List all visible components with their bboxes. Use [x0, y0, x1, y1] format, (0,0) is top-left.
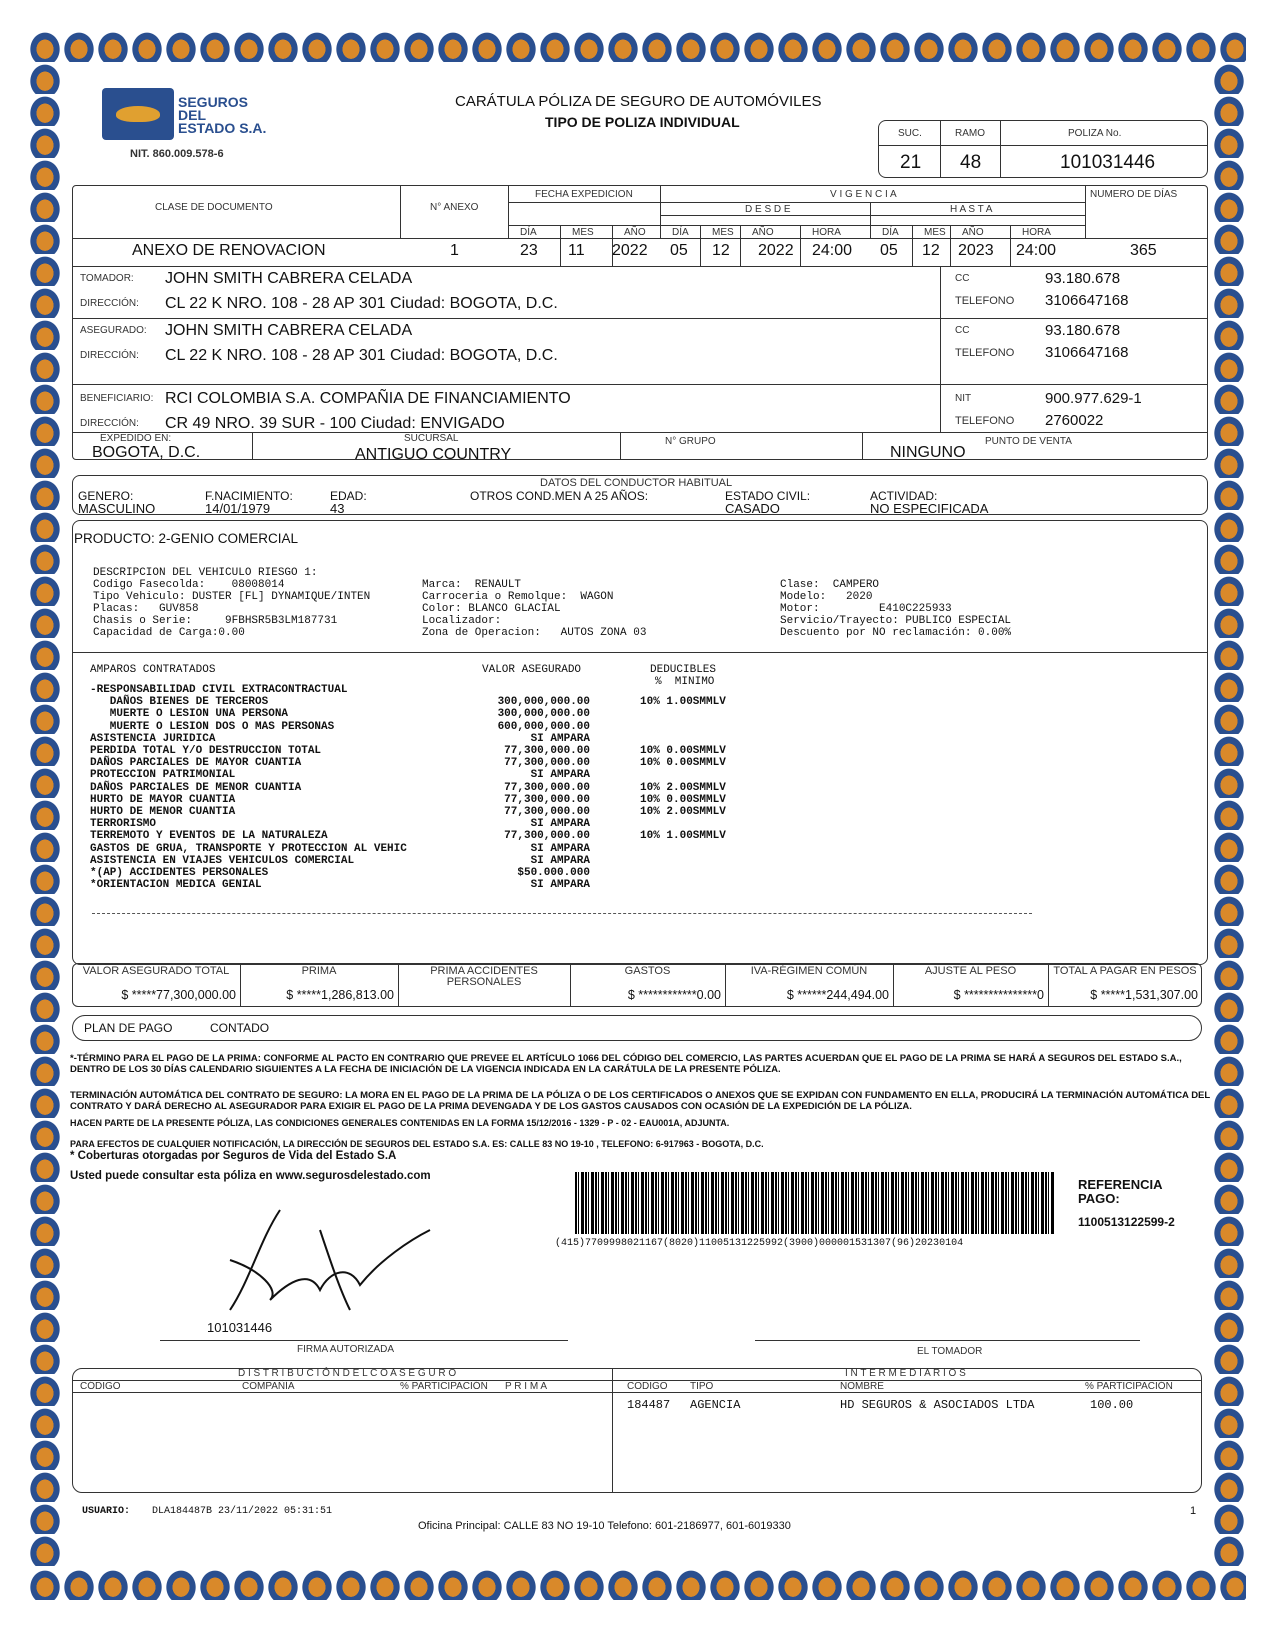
vehicle-field: Motor: E410C225933 — [780, 603, 952, 615]
amparos-header: AMPAROS CONTRATADOS — [90, 664, 216, 676]
total-label: TOTAL A PAGAR EN PESOS — [1053, 965, 1197, 977]
amparo-valor: 77,300,000.00 — [504, 830, 590, 843]
column-header: CODIGO — [627, 1381, 668, 1392]
vehicle-field: Tipo Vehiculo: DUSTER [FL] DYNAMIQUE/INTEN — [93, 591, 371, 603]
beneficiario-id-label: NIT — [955, 393, 972, 404]
oficina-principal: Oficina Principal: CALLE 83 NO 19-10 Telefono: 601-2186977, 601-6019330 — [418, 1520, 791, 1532]
beneficiario-id: 900.977.629-1 — [1045, 390, 1142, 407]
date-value: 12 — [712, 242, 730, 259]
vehicle-field: Modelo: 2020 — [780, 591, 873, 603]
amparo-name: TERREMOTO Y EVENTOS DE LA NATURALEZA — [90, 830, 328, 843]
column-header: % PARTICIPACIÓN — [400, 1381, 488, 1392]
amparo-name: MUERTE O LESION UNA PERSONA — [90, 708, 289, 721]
total-value: $ ******244,494.00 — [786, 988, 889, 1002]
total-label: VALOR ASEGURADO TOTAL — [82, 965, 230, 977]
amparo-deducible: 10% 0.00SMMLV — [640, 757, 726, 770]
column-header: TIPO — [690, 1381, 714, 1392]
vigencia-label: V I G E N C I A — [830, 189, 897, 200]
date-value: 23 — [520, 242, 538, 259]
amparo-name: ASISTENCIA JURIDICA — [90, 732, 216, 745]
beneficiario-telefono: 2760022 — [1045, 412, 1104, 429]
grid-line — [1010, 225, 1011, 266]
plan-value: CONTADO — [210, 1021, 270, 1035]
clase-value: ANEXO DE RENOVACION — [132, 242, 326, 259]
vehicle-field: Localizador: — [422, 615, 502, 627]
tomador-label: TOMADOR: — [80, 273, 134, 284]
asegurado-telefono: 3106647168 — [1045, 344, 1129, 361]
date-sub-label: AÑO — [624, 227, 646, 238]
amparo-valor: 300,000,000.00 — [497, 696, 590, 709]
divider-dashed — [92, 913, 1032, 914]
date-value: 2022 — [612, 242, 648, 259]
amparo-name: *(AP) ACCIDENTES PERSONALES — [90, 867, 269, 879]
beneficiario-name: RCI COLOMBIA S.A. COMPAÑIA DE FINANCIAMIENTO — [165, 390, 571, 407]
asegurado-id: 93.180.678 — [1045, 322, 1121, 339]
date-value: 2022 — [758, 242, 794, 259]
conductor-otros-label: OTROS COND.MEN A 25 AÑOS: — [470, 489, 649, 503]
amparo-valor: SI AMPARA — [530, 854, 590, 867]
beneficiario-telefono-label: TELEFONO — [955, 415, 1015, 427]
grid-line — [700, 225, 701, 266]
total-label: GASTOS — [624, 965, 671, 977]
asegurado-label: ASEGURADO: — [80, 325, 147, 336]
total-label: PRIMA — [301, 965, 337, 977]
hasta-label: H A S T A — [950, 204, 993, 215]
amparo-name: *ORIENTACION MEDICA GENIAL — [90, 879, 262, 892]
amparo-name: GASTOS DE GRUA, TRANSPORTE Y PROTECCION AL VEHIC — [90, 842, 407, 855]
conductor-edad-label: EDAD: — [330, 489, 367, 503]
coberturas-note: * Coberturas otorgadas por Seguros de Vida del Estado S.A — [70, 1150, 397, 1162]
conductor-genero: MASCULINO — [78, 501, 156, 516]
grupo-label: N° GRUPO — [665, 436, 716, 447]
conductor-title: DATOS DEL CONDUCTOR HABITUAL — [540, 477, 733, 489]
company-nit: NIT. 860.009.578-6 — [130, 148, 224, 160]
amparo-name: HURTO DE MENOR CUANTIA — [90, 806, 236, 818]
asegurado-direccion-label: DIRECCIÓN: — [80, 350, 139, 361]
barcode-text: (415)7709998021167(8020)11005131225992(3900)000001531307(96)20230104 — [555, 1238, 964, 1249]
amparo-deducible: 10% 1.00SMMLV — [640, 696, 726, 709]
amparo-name: PROTECCION PATRIMONIAL — [90, 769, 236, 782]
decorative-border-bottom — [28, 1568, 1246, 1600]
company-name — [178, 96, 266, 135]
vehicle-field: Zona de Operacion: AUTOS ZONA 03 — [422, 627, 647, 639]
amparo-valor: 77,300,000.00 — [504, 781, 590, 794]
vehicle-field: Marca: RENAULT — [422, 579, 522, 591]
producto: PRODUCTO: 2-GENIO COMERCIAL — [74, 531, 299, 546]
poliza-label: POLIZA No. — [1068, 128, 1122, 139]
amparo-name: DAÑOS PARCIALES DE MENOR CUANTIA — [90, 781, 302, 794]
date-value: 24:00 — [1016, 242, 1057, 259]
amparo-valor: SI AMPARA — [530, 879, 590, 892]
grid-line — [800, 225, 801, 266]
date-sub-label: HORA — [812, 227, 841, 238]
amparo-valor: 77,300,000.00 — [504, 757, 590, 770]
amparo-valor: 600,000,000.00 — [497, 720, 590, 733]
sucursal-value: ANTIGUO COUNTRY — [355, 446, 512, 463]
date-sub-label: MES — [712, 227, 734, 238]
total-label: IVA-RÉGIMEN COMÚN — [750, 965, 868, 977]
suc-value: 21 — [900, 152, 922, 173]
ramo-value: 48 — [960, 152, 982, 173]
column-header: COMPAÑÍA — [242, 1381, 295, 1392]
vehicle-field: Clase: CAMPERO — [780, 579, 880, 591]
intermediario-cell: 184487 — [627, 1398, 671, 1412]
vehicle-field: Codigo Fasecolda: 08008014 — [93, 579, 285, 591]
desde-label: D E S D E — [745, 204, 791, 215]
date-value: 2023 — [958, 242, 994, 259]
total-value: $ *****1,531,307.00 — [1090, 988, 1198, 1002]
firma-number: 101031446 — [207, 1320, 273, 1335]
total-value: $ *****77,300,000.00 — [121, 988, 236, 1002]
amparo-valor: SI AMPARA — [530, 732, 590, 745]
company-name-line: ESTADO S.A. — [178, 120, 267, 136]
asegurado-direccion: CL 22 K NRO. 108 - 28 AP 301 Ciudad: BOGOTA, D.C. — [165, 347, 558, 364]
tomador-telefono: 3106647168 — [1045, 292, 1129, 309]
column-header: NOMBRE — [840, 1381, 884, 1392]
legal-notificacion: PARA EFECTOS DE CUALQUIER NOTIFICACIÓN, LA DIRECCIÓN DE SEGUROS DEL ESTADO S.A. ES: CALLE 83 NO 19-10 , TELEFONO: 6-917963 - BOGOTA, D.C. — [70, 1139, 764, 1149]
amparo-valor: SI AMPARA — [530, 818, 590, 831]
expedido-value: BOGOTA, D.C. — [92, 444, 201, 461]
dias-label: NUMERO DE DÍAS — [1090, 189, 1178, 200]
column-header: P R I M A — [505, 1381, 548, 1392]
company-logo — [102, 88, 174, 140]
intermediario-cell: AGENCIA — [690, 1398, 741, 1412]
company-name-line: SEGUROS — [178, 94, 249, 110]
column-header: % PARTICIPACIÓN — [1085, 1381, 1173, 1392]
conductor-nac: 14/01/1979 — [205, 501, 271, 516]
conductor-edad: 43 — [330, 501, 345, 516]
amparo-name: TERRORISMO — [90, 818, 157, 831]
total-value: $ ***************0 — [953, 988, 1044, 1002]
signature — [190, 1200, 450, 1320]
vehicle-field: Chasis o Serie: 9FBHSR5B3LM187731 — [93, 615, 338, 627]
referencia-value: 1100513122599-2 — [1078, 1215, 1175, 1229]
amparo-name: PERDIDA TOTAL Y/O DESTRUCCION TOTAL — [90, 745, 322, 757]
amparo-name: DAÑOS PARCIALES DE MAYOR CUANTIA — [90, 757, 302, 770]
decorative-border-left — [28, 62, 62, 1568]
amparo-deducible: 10% 2.00SMMLV — [640, 781, 726, 794]
amparo-deducible: 10% 0.00SMMLV — [640, 745, 726, 757]
suc-label: SUC. — [898, 128, 922, 139]
legal-terminacion: TERMINACIÓN AUTOMÁTICA DEL CONTRATO DE SEGURO: LA MORA EN EL PAGO DE LA PRIMA DE LA PÓLIZA O DE LOS CERTIFICADOS O ANEXOS QUE SE EXPIDAN CON FUNDAMENTO EN ELLA, PRODUCIRÁ LA TERMINACIÓN AUTOMÁTICA DEL CONTRATO Y DARÁ DERECHO AL ASEGURADOR PARA EXIGIR EL PAGO DE LA PRIMA DEVENGADA Y DE LOS GASTOS CAUSADOS CON OCASIÓN DE LA EXPEDICIÓN DE LA PÓLIZA. — [70, 1090, 1211, 1112]
asegurado-name: JOHN SMITH CABRERA CELADA — [165, 322, 413, 339]
page-title: CARÁTULA PÓLIZA DE SEGURO DE AUTOMÓVILES — [455, 93, 822, 110]
punto-venta-label: PUNTO DE VENTA — [985, 436, 1072, 447]
amparo-valor: 77,300,000.00 — [504, 745, 590, 757]
amparo-valor: 77,300,000.00 — [504, 806, 590, 818]
deducibles-subheader: % MINIMO — [655, 676, 715, 688]
date-sub-label: DÍA — [672, 227, 689, 238]
tomador-name: JOHN SMITH CABRERA CELADA — [165, 270, 413, 287]
vehicle-field: Descuento por NO reclamación: 0.00% — [780, 627, 1012, 639]
plan-label: PLAN DE PAGO — [84, 1021, 173, 1035]
legal-condiciones: HACEN PARTE DE LA PRESENTE PÓLIZA, LAS CONDICIONES GENERALES CONTENIDAS EN LA FORMA 15/12/2016 - 1329 - P - 02 - EAU001A, ADJUNTA. — [70, 1118, 730, 1128]
page-number: 1 — [1190, 1505, 1197, 1517]
amparo-valor: 77,300,000.00 — [504, 793, 590, 806]
intermediario-cell: HD SEGUROS & ASOCIADOS LTDA — [840, 1398, 1035, 1412]
tomador-telefono-label: TELEFONO — [955, 295, 1015, 307]
expedido-label: EXPEDIDO EN: — [100, 433, 172, 444]
dias-value: 365 — [1130, 242, 1157, 259]
poliza-value: 101031446 — [1060, 152, 1156, 173]
vehicle-field: Capacidad de Carga:0.00 — [93, 627, 245, 639]
firma-label: FIRMA AUTORIZADA — [297, 1344, 395, 1355]
date-sub-label: DÍA — [882, 227, 899, 238]
date-value: 11 — [568, 242, 585, 259]
asegurado-id-label: CC — [955, 325, 970, 336]
amparo-name: HURTO DE MAYOR CUANTIA — [90, 793, 236, 806]
vehicle-field: Placas: GUV858 — [93, 603, 199, 615]
coaseguro-title: D I S T R I B U C I Ó N D E L C O A S E G U R O — [238, 1368, 457, 1379]
date-value: 12 — [922, 242, 940, 259]
date-sub-label: DÍA — [520, 227, 537, 238]
total-label: PRIMA ACCIDENTES PERSONALES — [430, 965, 538, 988]
date-sub-label: AÑO — [752, 227, 774, 238]
usuario-label: USUARIO: — [82, 1506, 131, 1517]
conductor-act: NO ESPECIFICADA — [870, 501, 989, 516]
fecha-exp-label: FECHA EXPEDICION — [535, 189, 633, 200]
amparo-valor: $50.000.000 — [517, 867, 590, 879]
beneficiario-direccion-label: DIRECCIÓN: — [80, 418, 139, 429]
sucursal-label: SUCURSAL — [404, 433, 459, 444]
barcode — [575, 1172, 1055, 1234]
conductor-act-label: ACTIVIDAD: — [870, 489, 938, 503]
intermediario-cell: 100.00 — [1090, 1398, 1134, 1412]
grid-line — [560, 225, 561, 266]
valor-header: VALOR ASEGURADO — [482, 664, 582, 676]
anexo-label: N° ANEXO — [430, 202, 479, 213]
amparo-name: ASISTENCIA EN VIAJES VEHICULOS COMERCIAL — [90, 854, 355, 867]
beneficiario-label: BENEFICIARIO: — [80, 393, 154, 404]
vehicle-field: Servicio/Trayecto: PUBLICO ESPECIAL — [780, 615, 1012, 627]
conductor-genero-label: GENERO: — [78, 489, 134, 503]
amparo-deducible: 10% 0.00SMMLV — [640, 793, 726, 806]
policy-type: TIPO DE POLIZA INDIVIDUAL — [545, 114, 740, 130]
deducibles-header: DEDUCIBLES — [650, 664, 717, 676]
amparo-valor: SI AMPARA — [530, 769, 590, 782]
date-sub-label: MES — [924, 227, 946, 238]
total-value: $ *****1,286,813.00 — [286, 988, 394, 1002]
consulta-link[interactable]: Usted puede consultar esta póliza en www.segurosdelestado.com — [70, 1170, 431, 1182]
date-sub-label: HORA — [1022, 227, 1051, 238]
amparo-name: MUERTE O LESION DOS O MAS PERSONAS — [90, 720, 335, 733]
date-sub-label: MES — [572, 227, 594, 238]
date-value: 24:00 — [812, 242, 853, 259]
total-value: $ ************0.00 — [627, 988, 721, 1002]
usuario-value: DLA184487B 23/11/2022 05:31:51 — [152, 1506, 333, 1517]
date-value: 05 — [880, 242, 898, 259]
referencia-label: REFERENCIA PAGO: — [1078, 1177, 1163, 1206]
amparo-valor: SI AMPARA — [530, 842, 590, 855]
decorative-border-top — [28, 30, 1246, 62]
punto-venta-value: NINGUNO — [890, 444, 966, 461]
tomador-direccion-label: DIRECCIÓN: — [80, 298, 139, 309]
clase-label: CLASE DE DOCUMENTO — [155, 202, 273, 213]
vehicle-field: DESCRIPCION DEL VEHICULO RIESGO 1: — [93, 567, 318, 579]
vehicle-field: Carroceria o Remolque: WAGON — [422, 591, 614, 603]
policy-number-box — [878, 120, 1208, 178]
company-name-line: DEL — [178, 107, 206, 123]
amparo-name: -RESPONSABILIDAD CIVIL EXTRACONTRACTUAL — [90, 684, 348, 696]
tomador-id: 93.180.678 — [1045, 270, 1121, 287]
grid-line — [740, 225, 741, 266]
amparo-valor: 300,000,000.00 — [497, 708, 590, 721]
anexo-value: 1 — [450, 242, 459, 259]
amparo-deducible: 10% 1.00SMMLV — [640, 830, 726, 843]
grid-line — [912, 225, 913, 266]
intermediarios-title: I N T E R M E D I A R I O S — [845, 1368, 966, 1379]
amparo-deducible: 10% 2.00SMMLV — [640, 806, 726, 818]
asegurado-telefono-label: TELEFONO — [955, 347, 1015, 359]
date-value: 05 — [670, 242, 688, 259]
vehicle-field: Color: BLANCO GLACIAL — [422, 603, 561, 615]
grid-line — [950, 225, 951, 266]
conductor-nac-label: F.NACIMIENTO: — [205, 489, 293, 503]
ramo-label: RAMO — [955, 128, 985, 139]
legal-termino: *-TÉRMINO PARA EL PAGO DE LA PRIMA: CONFORME AL PACTO EN CONTRARIO QUE PREVEE EL ARTÍCULO 1066 DEL CÓDIGO DEL COMERCIO, LAS PARTES ACUERDAN QUE EL PAGO DE LA PRIMA SE HARÁ A SEGUROS DEL ESTADO S.A., DENTRO DE LOS 30 DÍAS CALENDARIO SIGUIENTES A LA FECHA DE INICIACIÓN DE LA VIGENCIA INDICADA EN LA CARÁTULA DE LA PRESENTE PÓLIZA. — [70, 1053, 1182, 1075]
conductor-civil: CASADO — [725, 501, 780, 516]
tomador-direccion: CL 22 K NRO. 108 - 28 AP 301 Ciudad: BOGOTA, D.C. — [165, 295, 558, 312]
date-sub-label: AÑO — [962, 227, 984, 238]
tomador-firma-label: EL TOMADOR — [917, 1346, 983, 1357]
amparo-name: DAÑOS BIENES DE TERCEROS — [90, 696, 269, 709]
decorative-border-right — [1212, 62, 1246, 1568]
total-label: AJUSTE AL PESO — [924, 965, 1017, 977]
conductor-civil-label: ESTADO CIVIL: — [725, 489, 811, 503]
column-header: CÓDIGO — [80, 1381, 121, 1392]
tomador-id-label: CC — [955, 273, 970, 284]
beneficiario-direccion: CR 49 NRO. 39 SUR - 100 Ciudad: ENVIGADO — [165, 415, 505, 432]
